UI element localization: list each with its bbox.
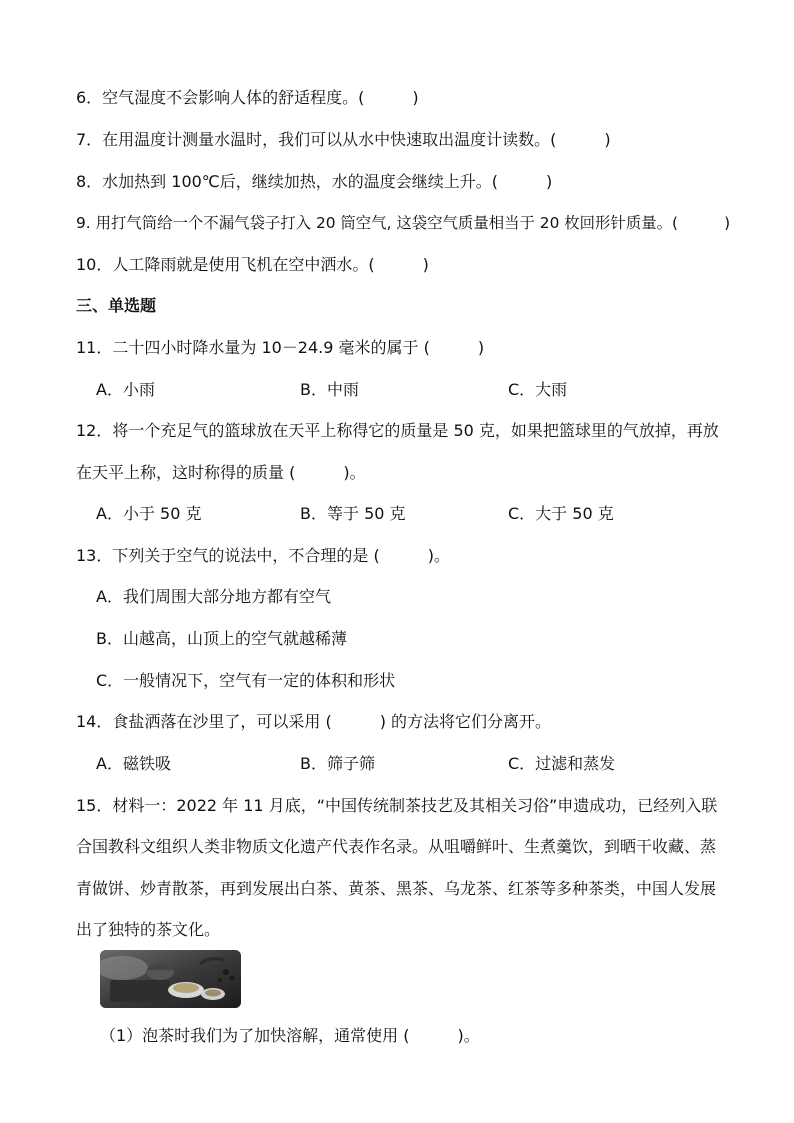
q15-material-line4: 出了独特的茶文化。 <box>76 920 221 939</box>
q12-stem-line1: 12．将一个充足气的篮球放在天平上称得它的质量是 50 克，如果把篮球里的气放掉，再放 <box>76 421 719 440</box>
q15-material-line3: 青做饼、炒青散茶，再到发展出白茶、黄茶、黑茶、乌龙茶、红茶等多种茶类，中国人发展 <box>76 879 717 898</box>
q15-sub-question-1: （1）泡茶时我们为了加快溶解，通常使用 ( )。 <box>100 1026 480 1045</box>
q11-option-b: B．中雨 <box>300 380 359 399</box>
tea-photo <box>100 950 241 1008</box>
q11-stem: 11．二十四小时降水量为 10－24.9 毫米的属于 ( ) <box>76 338 485 357</box>
q15-material-line1: 15．材料一：2022 年 11 月底，“中国传统制茶技艺及其相关习俗”申遗成功，已经列入联 <box>76 796 718 815</box>
q13-option-b: B．山越高，山顶上的空气就越稀薄 <box>96 629 347 648</box>
q13-stem: 13．下列关于空气的说法中，不合理的是 ( )。 <box>76 546 450 565</box>
judgement-item-8: 8．水加热到 100℃后，继续加热，水的温度会继续上升。( ) <box>76 172 553 191</box>
q11-option-c: C．大雨 <box>508 380 568 399</box>
q14-option-a: A．磁铁吸 <box>96 754 171 773</box>
q14-stem: 14．食盐洒落在沙里了，可以采用 ( ) 的方法将它们分离开。 <box>76 712 552 731</box>
section-heading: 三、单选题 <box>76 296 157 315</box>
judgement-item-9: 9. 用打气筒给一个不漏气袋子打入 20 筒空气, 这袋空气质量相当于 20 枚回形针质量。( ) <box>76 214 731 232</box>
q12-option-b: B．等于 50 克 <box>300 504 406 523</box>
judgement-item-7: 7．在用温度计测量水温时，我们可以从水中快速取出温度计读数。( ) <box>76 130 611 149</box>
q12-option-c: C．大于 50 克 <box>508 504 614 523</box>
q11-option-a: A．小雨 <box>96 380 155 399</box>
q14-option-c: C．过滤和蒸发 <box>508 754 616 773</box>
q13-option-a: A．我们周围大部分地方都有空气 <box>96 587 331 606</box>
q13-option-c: C．一般情况下，空气有一定的体积和形状 <box>96 671 396 690</box>
judgement-item-6: 6．空气湿度不会影响人体的舒适程度。( ) <box>76 88 419 107</box>
q12-stem-line2: 在天平上称，这时称得的质量 ( )。 <box>76 463 366 482</box>
tea-scene-illustration <box>100 950 241 1008</box>
q14-option-b: B．筛子筛 <box>300 754 375 773</box>
q12-option-a: A．小于 50 克 <box>96 504 202 523</box>
judgement-item-10: 10．人工降雨就是使用飞机在空中洒水。( ) <box>76 255 429 274</box>
q15-material-line2: 合国教科文组织人类非物质文化遗产代表作名录。从咀嚼鲜叶、生煮羹饮，到晒干收藏、蒸 <box>76 837 717 856</box>
